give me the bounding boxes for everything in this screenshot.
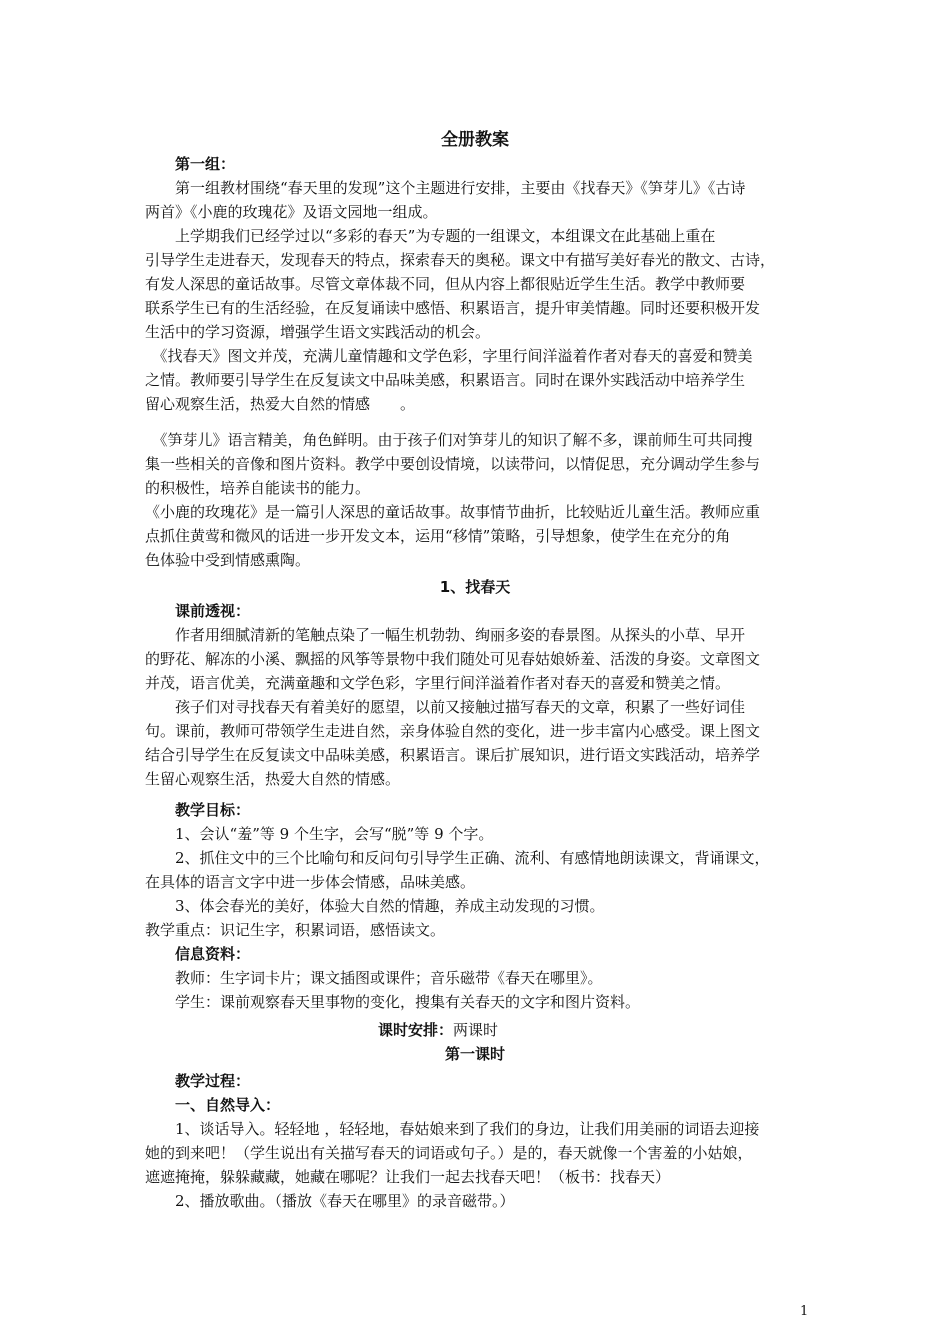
paragraph-line: 2、抓住文中的三个比喻句和反问句引导学生正确、流利、有感情地朗读课文，背诵课文，: [145, 849, 770, 867]
paragraph-line: 《找春天》图文并茂，充满儿童情趣和文学色彩，字里行间洋溢着作者对春天的喜爱和赞美: [145, 347, 753, 365]
schedule-value: 两课时: [453, 1021, 499, 1039]
paragraph-line: 上学期我们已经学过以“多彩的春天”为专题的一组课文，本组课文在此基础上重在: [145, 227, 716, 245]
paragraph-line: 联系学生已有的生活经验，在反复诵读中感悟、积累语言，提升审美情趣。同时还要积极开发: [145, 299, 761, 317]
paragraph-line: 句。课前，教师可带领学生走进自然，亲身体验自然的变化，进一步丰富内心感受。课上图文: [145, 722, 761, 740]
paragraph-line: 《小鹿的玫瑰花》是一篇引人深思的童话故事。故事情节曲折，比较贴近儿童生活。教师应重: [145, 503, 761, 521]
paragraph-line: 引导学生走进春天，发现春天的特点，探索春天的奥秘。课文中有描写美好春光的散文、古诗，: [145, 251, 776, 269]
paragraph-line: 集一些相关的音像和图片资料。教学中要创设情境，以读带问，以情促思，充分调动学生参与: [145, 455, 761, 473]
paragraph-line: 有发人深思的童话故事。尽管文章体裁不同，但从内容上都很贴近学生生活。教学中教师要: [145, 275, 746, 293]
section-heading: 一、自然导入：: [175, 1096, 281, 1114]
schedule-line: [378, 1018, 498, 1042]
paragraph-line: 在具体的语言文字中进一步体会情感，品味美感。: [145, 873, 476, 891]
paragraph-line: 遮遮掩掩，躲躲藏藏，她藏在哪呢？让我们一起去找春天吧！（板书：找春天）: [145, 1168, 671, 1186]
section-heading-group-one: 第一组：: [175, 155, 236, 173]
paragraph-line: 2、播放歌曲。（播放《春天在哪里》的录音磁带。）: [145, 1192, 515, 1210]
paragraph-line: 生留心观察生活，热爱大自然的情感。: [145, 770, 401, 788]
paragraph-line: 两首》《小鹿的玫瑰花》及语文园地一组成。: [145, 203, 438, 221]
paragraph-line: 色体验中受到情感熏陶。: [145, 551, 311, 569]
page-number: 1: [800, 1304, 809, 1319]
schedule-label: 课时安排：: [378, 1021, 454, 1039]
paragraph-line: 1、会认“羞”等 9 个生字，会写“脱”等 9 个字。: [145, 825, 494, 843]
paragraph-line: 作者用细腻清新的笔触点染了一幅生机勃勃、绚丽多姿的春景图。从探头的小草、早开: [145, 626, 746, 644]
lesson-period-title: 第一课时: [444, 1045, 505, 1063]
paragraph-line: 《笋芽儿》语言精美，角色鲜明。由于孩子们对笋芽儿的知识了解不多，课前师生可共同搜: [145, 431, 753, 449]
paragraph-line: 点抓住黄莺和微风的话进一步开发文本，运用“移情”策略，引导想象，使学生在充分的角: [145, 527, 731, 545]
paragraph-line: 生活中的学习资源，增强学生语文实践活动的机会。: [145, 323, 491, 341]
paragraph-line: 教师：生字词卡片；课文插图或课件；音乐磁带《春天在哪里》。: [145, 969, 603, 987]
paragraph-line: 的积极性，培养自能读书的能力。: [145, 479, 371, 497]
section-heading: 信息资料：: [175, 945, 251, 963]
paragraph-line: 她的到来吧！（学生说出有关描写春天的词语或句子。）是的，春天就像一个害羞的小姑娘，: [145, 1144, 753, 1162]
section-heading: 教学目标：: [175, 801, 251, 819]
page-title: 全册教案: [441, 130, 509, 150]
paragraph-line: 留心观察生活，热爱大自然的情感 。: [145, 395, 416, 413]
paragraph-line: 的野花、解冻的小溪、飘摇的风筝等景物中我们随处可见春姑娘娇羞、活泼的身姿。文章图文: [145, 650, 761, 668]
section-heading: 教学过程：: [175, 1072, 251, 1090]
lesson-title: 1、找春天: [439, 578, 511, 596]
paragraph-line: 之情。教师要引导学生在反复读文中品味美感，积累语言。同时在课外实践活动中培养学生: [145, 371, 746, 389]
paragraph-line: 结合引导学生在反复读文中品味美感，积累语言。课后扩展知识，进行语文实践活动，培养学: [145, 746, 761, 764]
paragraph-line: 第一组教材围绕“春天里的发现”这个主题进行安排，主要由《找春天》《笋芽儿》《古诗: [145, 179, 746, 197]
paragraph-line: 并茂，语言优美，充满童趣和文学色彩，字里行间洋溢着作者对春天的喜爱和赞美之情。: [145, 674, 731, 692]
paragraph-line: 3、体会春光的美好，体验大自然的情趣，养成主动发现的习惯。: [145, 897, 605, 915]
paragraph-line: 学生：课前观察春天里事物的变化，搜集有关春天的文字和图片资料。: [145, 993, 641, 1011]
paragraph-line: 孩子们对寻找春天有着美好的愿望，以前又接触过描写春天的文章，积累了一些好词佳: [145, 698, 746, 716]
paragraph-line: 1、谈话导入。轻轻地 ，轻轻地，春姑娘来到了我们的身边，让我们用美丽的词语去迎接: [145, 1120, 760, 1138]
paragraph-line: 教学重点：识记生字，积累词语，感悟读文。: [145, 921, 446, 939]
section-heading: 课前透视：: [175, 602, 251, 620]
